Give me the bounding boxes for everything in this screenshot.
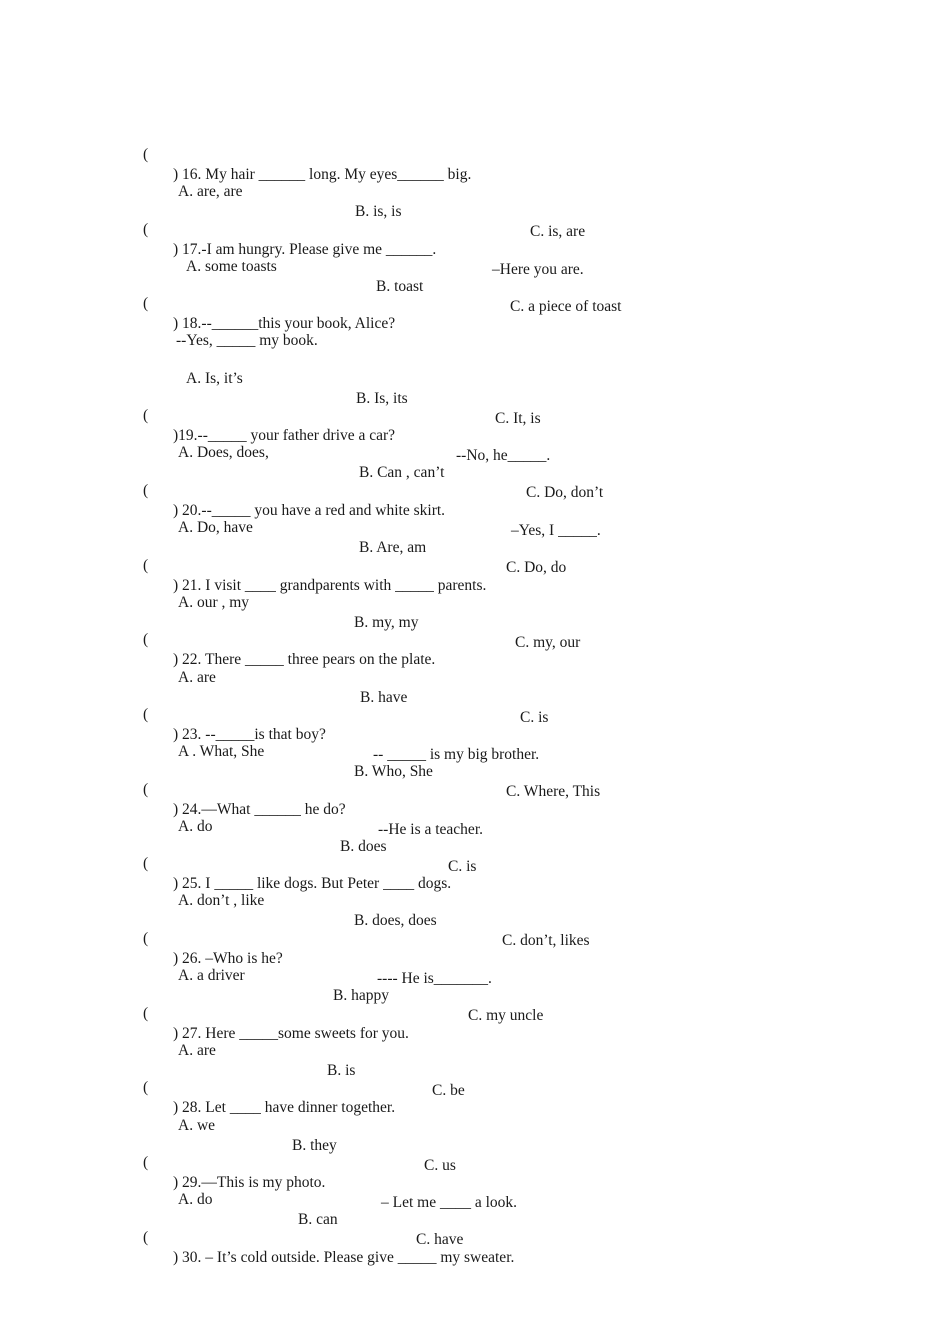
question-reply: --No, he_____. [456,447,551,464]
option-c: C. It, is [495,410,541,427]
option-c: C. have [416,1231,464,1248]
option-c: C. us [424,1157,456,1174]
answer-paren: ( [143,557,149,574]
answer-paren: ( [143,482,149,499]
option-b: B. is [327,1062,356,1079]
question-text: ) 29.—This is my photo. [173,1174,326,1191]
option-b: B. toast [376,278,424,295]
option-b: B. Are, am [359,539,427,556]
question-text: ) 25. I _____ like dogs. But Peter ____ dogs. [173,875,452,892]
option-c: C. is [520,709,549,726]
option-b: B. happy [333,987,389,1004]
question-16 [0,125,472,183]
question-text: ) 28. Let ____ have dinner together. [173,1099,396,1116]
option-a: A. are [178,669,216,686]
answer-paren: ( [143,930,149,947]
question-reply: –Yes, I _____. [511,522,601,539]
question-text: )19.--_____ your father drive a car? [173,427,396,444]
question-18 [0,274,396,332]
answer-paren: ( [143,295,149,312]
answer-paren: ( [143,1079,149,1096]
answer-paren: ( [143,1005,149,1022]
answer-paren: ( [143,1229,149,1246]
option-a: A. some toasts [186,258,277,275]
question-subline: --Yes, _____ my book. [176,332,318,349]
question-text: ) 26. –Who is he? [173,950,283,967]
question-reply: -- _____ is my big brother. [373,746,540,763]
question-text: ) 27. Here _____some sweets for you. [173,1025,409,1042]
option-c: C. Do, do [506,559,567,576]
question-reply: –Here you are. [492,261,584,278]
question-text: ) 23. --_____is that boy? [173,726,326,743]
option-c: C. Do, don’t [526,484,604,501]
option-c: C. Where, This [506,783,601,800]
answer-paren: ( [143,146,149,163]
option-a: A. we [178,1117,216,1134]
option-c: C. is [448,858,477,875]
option-c: C. be [432,1082,465,1099]
options-18 [0,349,541,427]
option-c: C. my, our [515,634,581,651]
option-a: A. our , my [178,594,250,611]
option-a: A. do [178,1191,213,1208]
option-b: B. have [360,689,408,706]
answer-paren: ( [143,631,149,648]
option-a: A. do [178,818,213,835]
option-a: A. don’t , like [178,892,265,909]
option-b: B. can [298,1211,338,1228]
option-b: B. Is, its [356,390,408,407]
answer-paren: ( [143,1154,149,1171]
answer-paren: ( [143,855,149,872]
option-a: A. are, are [178,183,243,200]
option-b: B. is, is [355,203,402,220]
option-b: B. does, does [354,912,437,929]
answer-paren: ( [143,781,149,798]
question-text: ) 17.-I am hungry. Please give me ______. [173,241,437,258]
question-reply: ---- He is_______. [377,970,492,987]
question-text: ) 16. My hair ______ long. My eyes______ big. [173,166,472,183]
question-text: ) 22. There _____ three pears on the plate. [173,651,436,668]
option-a: A. are [178,1042,216,1059]
option-b: B. does [340,838,387,855]
option-b: B. my, my [354,614,419,631]
option-b: B. they [292,1137,337,1154]
answer-paren: ( [143,706,149,723]
option-c: C. is, are [530,223,586,240]
question-reply: – Let me ____ a look. [381,1194,518,1211]
question-text: ) 18.--______this your book, Alice? [173,315,396,332]
option-a: A. a driver [178,967,245,984]
question-text: ) 30. – It’s cold outside. Please give _____ my sweater. [173,1249,515,1266]
answer-paren: ( [143,221,149,238]
option-b: B. Who, She [354,763,433,780]
option-a: A . What, She [178,743,265,760]
option-a: A. Does, does, [178,444,269,461]
option-c: C. my uncle [468,1007,544,1024]
question-reply: --He is a teacher. [378,821,483,838]
option-b: B. Can , can’t [359,464,445,481]
answer-paren: ( [143,407,149,424]
option-a: A. Is, it’s [186,370,243,387]
option-c: C. a piece of toast [510,298,622,315]
option-c: C. don’t, likes [502,932,590,949]
question-text: ) 21. I visit ____ grandparents with _____ parents. [173,577,487,594]
question-text: ) 24.—What ______ he do? [173,801,346,818]
option-a: A. Do, have [178,519,253,536]
question-text: ) 20.--_____ you have a red and white skirt. [173,502,446,519]
